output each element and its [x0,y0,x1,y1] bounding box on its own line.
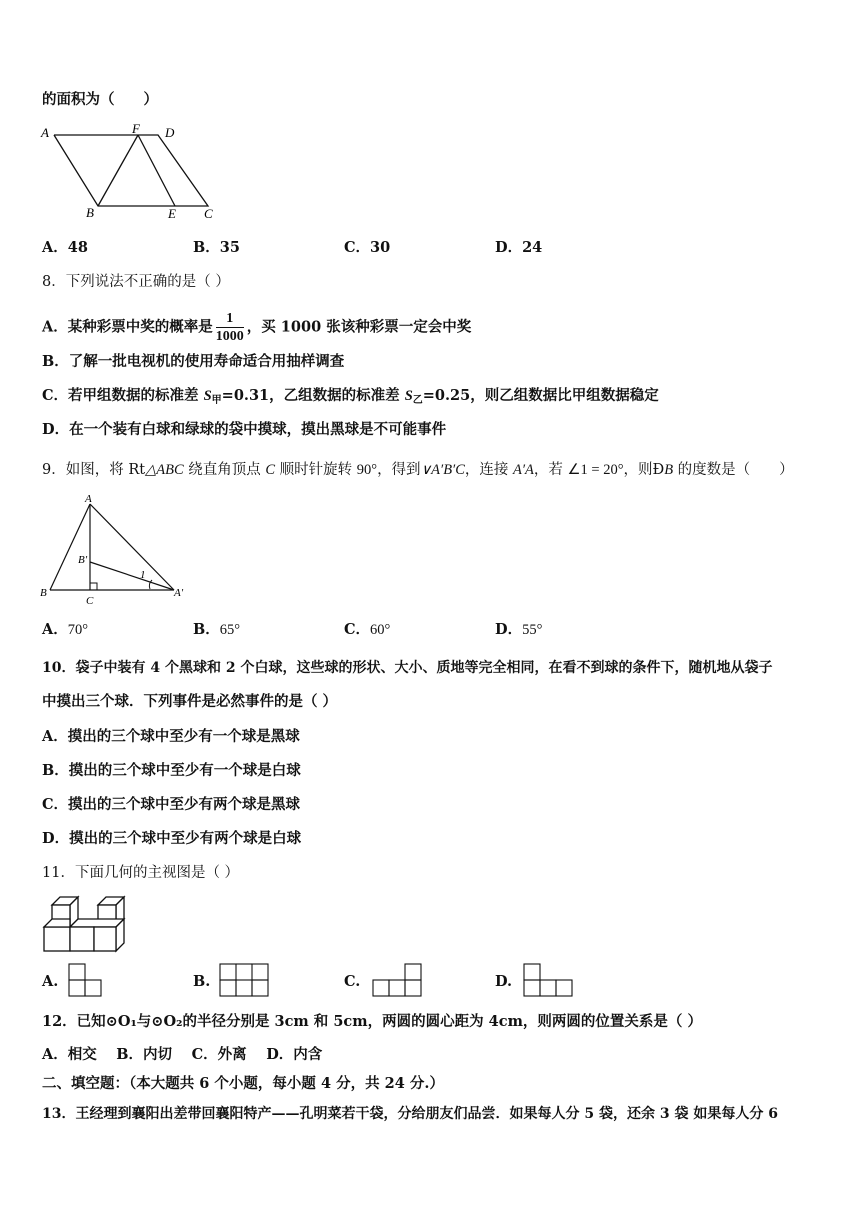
q10-option-c: C．摸出的三个球中至少有两个球是黑球 [42,796,301,813]
q7-label-E: E [168,206,176,221]
q7-option-a: A．48 [42,239,88,256]
q7-label-A: A [41,125,49,140]
q9-label-A1: A′ [174,587,184,599]
q9-option-b: B．65° [193,621,241,638]
q8-option-b: B．了解一批电视机的使用寿命适合用抽样调查 [42,353,345,370]
q11-stem: 11．下面几何的主视图是（ ） [42,865,240,881]
q7-label-C: C [204,206,213,221]
q10-stem-line2: 中摸出三个球．下列事件是必然事件的是（ ） [42,693,338,710]
q11-option-a: A. [42,973,59,990]
q10-option-a: A．摸出的三个球中至少有一个球是黑球 [42,728,300,745]
q11-option-b: B. [193,973,211,990]
q9-option-a: A．70° [42,621,89,638]
q10-option-d: D．摸出的三个球中至少有两个球是白球 [42,830,302,847]
q8-option-a: A．某种彩票中奖的概率是 $\frac{1}{1000}$ ，买 1000 张该种彩票一定会中奖 [42,311,472,344]
q10-option-b: B．摸出的三个球中至少有一个球是白球 [42,762,301,779]
q11-cube-figure [40,893,140,957]
q7-label-B: B [86,205,94,220]
q10-stem-line1: 10．袋子中装有 4 个黑球和 2 个白球，这些球的形状、大小、质地等完全相同，在看不到球的条件下，随机地从袋子 [42,660,773,676]
section-2-heading: 二、填空题：（本大题共 6 个小题，每小题 4 分，共 24 分.） [42,1075,444,1092]
q7-parallelogram-figure [38,122,238,222]
q11-option-c-view [370,962,426,998]
q9-label-A: A [85,493,92,505]
q12-stem: 12．已知⊙O₁与⊙O₂的半径分别是 3cm 和 5cm，两圆的圆心距为 4cm，则两圆的位置关系是（ ） [42,1013,702,1030]
q8-fraction: $\frac{1}{1000}$ [215,311,244,344]
q7-option-d: D．24 [495,239,543,256]
q9-label-B: B [40,587,47,599]
q7-option-b: B．35 [193,239,240,256]
q11-option-d: D. [495,973,513,990]
q9-label-B1: B′ [78,554,88,566]
q11-option-d-view [521,962,577,998]
q11-option-c: C. [344,973,361,990]
q7-label-F: F [132,122,140,136]
q9-label-1: 1 [140,569,146,581]
q13-stem: 13．王经理到襄阳出差带回襄阳特产——孔明菜若干袋，分给朋友们品尝．如果每人分 5 袋，还余 3 袋 如果每人分 6 [42,1106,778,1122]
q7-label-D: D [165,125,175,140]
q9-rotation-figure [38,492,198,610]
q8-option-c: C．若甲组数据的标准差 $S_甲=0.31$，乙组数据的标准差 $S_乙=0.25$，则乙组数据比甲组数据稳定 [42,387,659,406]
q7-option-c: C．30 [344,239,391,256]
q9-option-d: D．55° [495,621,543,638]
q9-option-c: C．60° [344,621,391,638]
q7-stem-tail: 的面积为（ ） [42,91,158,108]
q8-option-d: D．在一个装有白球和绿球的袋中摸球，摸出黑球是不可能事件 [42,421,447,438]
q9-stem: 9．如图，将 Rt△ABC 绕直角顶点 C 顺时针旋转 90°，得到∨A′B′C，连接 A′A，若 ∠1 = 20°，则ÐB 的度数是（ ） [42,462,794,478]
q11-option-a-view [68,962,108,998]
q9-label-C: C [86,595,94,607]
q11-option-b-view [219,962,275,998]
q12-options: A．相交 B．内切 C．外离 D．内含 [42,1046,323,1063]
q8-stem: 8．下列说法不正确的是（ ） [42,274,230,290]
